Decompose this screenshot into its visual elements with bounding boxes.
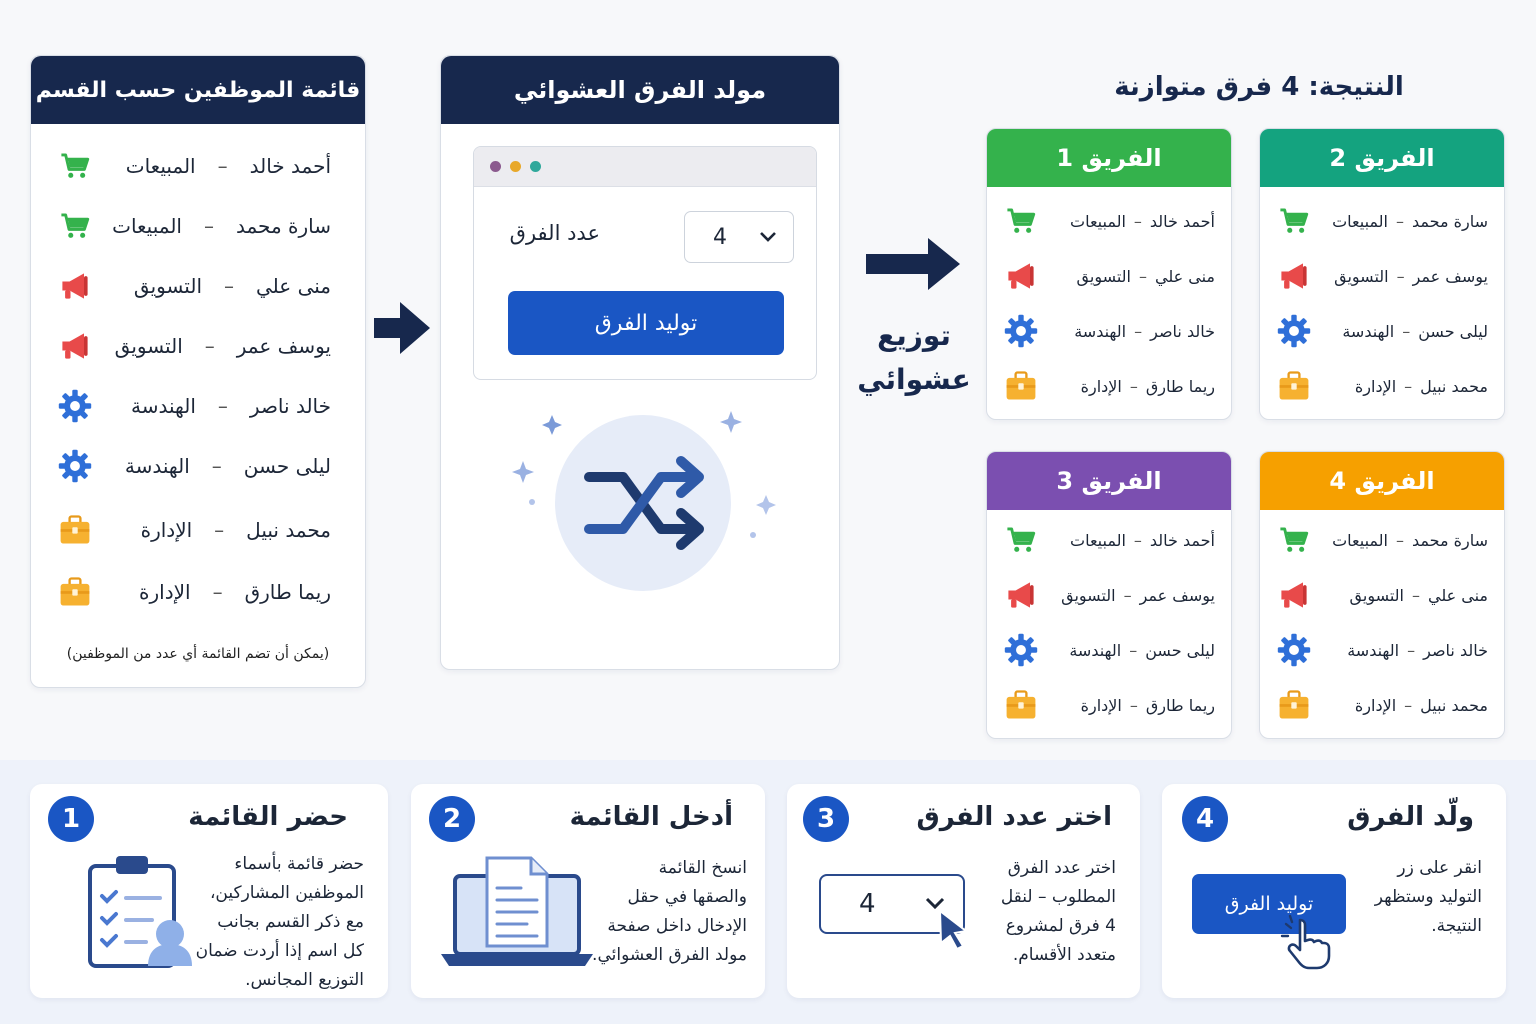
employee-row <box>55 146 331 186</box>
employee-name: منى علي <box>256 274 331 298</box>
step-2-line: الإدخال داخل صفحة <box>607 916 747 936</box>
separator-dash: – <box>217 394 228 418</box>
step-3-line: متعدد الأقسام. <box>1012 945 1116 965</box>
employee-row <box>55 446 331 486</box>
briefcase-icon <box>55 510 95 550</box>
generate-teams-button-label: توليد الفرق <box>594 310 698 336</box>
team-member-text <box>1069 641 1215 660</box>
browser-window <box>473 146 817 380</box>
gear-icon <box>55 446 95 486</box>
separator-dash: – <box>1129 376 1138 396</box>
employee-name: محمد نبيل <box>246 518 331 542</box>
step-3-badge: 3 <box>803 796 849 842</box>
member-name: ريما طارق <box>1145 376 1215 396</box>
team-member-row <box>1276 366 1488 406</box>
step-3-description <box>1001 854 1116 970</box>
step-1-line: الموظفين المشاركين، <box>209 883 364 903</box>
hand-pointer-icon <box>1280 914 1336 970</box>
step-2-card <box>411 784 765 998</box>
gear-icon <box>1276 632 1312 668</box>
employee-text <box>139 580 331 604</box>
team-member-text <box>1081 696 1215 715</box>
step-2-description <box>592 854 747 970</box>
briefcase-icon <box>1276 687 1312 723</box>
member-name: منى علي <box>1428 585 1488 605</box>
step-2-title: أدخل القائمة <box>569 802 733 832</box>
separator-dash: – <box>217 154 228 178</box>
window-dot-icon <box>530 161 541 172</box>
separator-dash: – <box>211 454 222 478</box>
step-3-line: المطلوب – لنقل <box>1000 887 1116 907</box>
step-1-badge: 1 <box>48 796 94 842</box>
megaphone-icon <box>1276 258 1312 294</box>
step-1-description <box>196 850 364 995</box>
gear-icon <box>1276 313 1312 349</box>
member-name: يوسف عمر <box>1412 266 1488 286</box>
step-4-line: النتيجة. <box>1431 916 1482 936</box>
employee-row <box>55 326 331 366</box>
separator-dash: – <box>1395 211 1404 231</box>
team-member-text <box>1342 322 1488 341</box>
gear-icon <box>1003 632 1039 668</box>
team-member-text <box>1334 267 1488 286</box>
gear-icon <box>1003 313 1039 349</box>
team-member-text <box>1332 531 1488 550</box>
step-2-line: مولد الفرق العشوائي. <box>592 945 747 965</box>
member-name: محمد نبيل <box>1420 695 1488 715</box>
briefcase-icon <box>1003 368 1039 404</box>
employee-row <box>55 206 331 246</box>
employee-name: ليلى حسن <box>243 454 331 478</box>
employee-list-title: قائمة الموظفين حسب القسم <box>31 56 365 124</box>
member-name: سارة محمد <box>1411 530 1488 550</box>
megaphone-icon <box>1003 577 1039 613</box>
team-member-text <box>1355 696 1488 715</box>
team-count-select[interactable] <box>684 211 794 263</box>
employee-row <box>55 572 331 612</box>
member-department: المبيعات <box>1070 211 1126 231</box>
team-title: الفريق 4 <box>1260 452 1504 510</box>
cart-icon <box>1003 522 1039 558</box>
separator-dash: – <box>214 518 225 542</box>
result-title: النتيجة: 4 فرق متوازنة <box>1114 72 1404 102</box>
employee-name: ريما طارق <box>244 580 331 604</box>
employee-department: الهندسة <box>124 454 190 478</box>
member-department: الهندسة <box>1347 640 1400 660</box>
team-member-row <box>1003 520 1215 560</box>
step-4-line: انقر على زر <box>1397 858 1482 878</box>
employee-text <box>125 454 331 478</box>
step-4-title: ولّد الفرق <box>1347 802 1474 832</box>
team-member-row <box>1003 685 1215 725</box>
member-name: خالد ناصر <box>1423 640 1488 660</box>
step-4-line: التوليد وستظهر <box>1374 887 1482 907</box>
team-member-text <box>1350 586 1488 605</box>
separator-dash: – <box>212 580 223 604</box>
team-title: الفريق 3 <box>987 452 1231 510</box>
browser-titlebar <box>474 147 816 187</box>
team-member-row <box>1276 630 1488 670</box>
employee-list-panel <box>30 55 366 688</box>
generate-teams-button[interactable] <box>508 291 784 355</box>
employee-name: خالد ناصر <box>249 394 331 418</box>
window-dot-icon <box>490 161 501 172</box>
separator-dash: – <box>1123 585 1132 605</box>
employee-name: أحمد خالد <box>249 154 331 178</box>
step-1-title: حضر القائمة <box>188 802 348 832</box>
step-2-line: انسخ القائمة <box>658 858 747 878</box>
separator-dash: – <box>224 274 234 298</box>
laptop-document-icon <box>439 854 595 970</box>
step-1-line: مع ذكر القسم بجانب <box>217 912 364 932</box>
separator-dash: – <box>1133 530 1142 550</box>
member-name: ريما طارق <box>1145 695 1215 715</box>
employee-text <box>134 274 331 298</box>
member-name: سارة محمد <box>1411 211 1488 231</box>
separator-dash: – <box>204 334 215 358</box>
member-name: يوسف عمر <box>1139 585 1215 605</box>
chevron-down-icon <box>759 231 777 243</box>
separator-dash: – <box>1404 695 1413 715</box>
team-card <box>1259 451 1505 739</box>
member-department: الهندسة <box>1069 640 1122 660</box>
team-member-row <box>1003 201 1215 241</box>
member-department: الإدارة <box>1080 695 1122 715</box>
employee-department: التسويق <box>114 334 183 358</box>
separator-dash: – <box>1396 266 1405 286</box>
member-name: أحمد خالد <box>1149 530 1215 550</box>
briefcase-icon <box>1003 687 1039 723</box>
step-4-button-label: توليد الفرق <box>1224 893 1314 915</box>
mouse-pointer-icon <box>937 908 971 950</box>
arrow-right-icon <box>866 238 960 290</box>
step-3-select-value: 4 <box>859 889 876 919</box>
team-title: الفريق 2 <box>1260 129 1504 187</box>
member-name: منى علي <box>1155 266 1215 286</box>
team-member-row <box>1003 630 1215 670</box>
employee-department: التسويق <box>133 274 202 298</box>
gear-icon <box>55 386 95 426</box>
employee-row <box>55 386 331 426</box>
employee-department: الهندسة <box>131 394 196 418</box>
step-3-title: اختر عدد الفرق <box>916 802 1112 832</box>
cart-icon <box>1276 522 1312 558</box>
member-department: المبيعات <box>1070 530 1126 550</box>
team-member-row <box>1276 311 1488 351</box>
briefcase-icon <box>1276 368 1312 404</box>
step-2-badge: 2 <box>429 796 475 842</box>
employee-text <box>112 214 331 238</box>
separator-dash: – <box>1407 640 1416 660</box>
employee-name: سارة محمد <box>235 214 331 238</box>
separator-dash: – <box>1139 266 1147 286</box>
employee-department: المبيعات <box>112 214 182 238</box>
step-1-line: حضر قائمة بأسماء <box>234 854 364 874</box>
megaphone-icon <box>55 266 95 306</box>
member-name: محمد نبيل <box>1420 376 1488 396</box>
employee-list-note: (يمكن أن تضم القائمة أي عدد من الموظفين) <box>66 646 330 662</box>
employee-department: الإدارة <box>139 580 191 604</box>
step-1-card <box>30 784 388 998</box>
shuffle-icon <box>501 401 791 611</box>
random-distribution-line2: عشوائي <box>857 363 971 396</box>
member-name: أحمد خالد <box>1149 211 1215 231</box>
team-member-text <box>1347 641 1488 660</box>
team-member-text <box>1355 377 1488 396</box>
member-department: المبيعات <box>1332 211 1388 231</box>
team-member-text <box>1081 377 1215 396</box>
cart-icon <box>1003 203 1039 239</box>
member-department: المبيعات <box>1332 530 1388 550</box>
window-dot-icon <box>510 161 521 172</box>
step-4-description <box>1375 854 1482 941</box>
team-member-row <box>1276 685 1488 725</box>
separator-dash: – <box>1402 321 1411 341</box>
step-1-line: كل اسم إذا أردت ضمان <box>195 941 364 961</box>
arrow-right-icon <box>374 302 430 354</box>
step-3-line: 4 فرق لمشروع <box>1005 916 1116 936</box>
team-member-text <box>1070 531 1215 550</box>
team-count-value: 4 <box>713 224 727 250</box>
step-4-card <box>1162 784 1506 998</box>
megaphone-icon <box>1003 258 1039 294</box>
employee-department: الإدارة <box>140 518 193 542</box>
member-department: الإدارة <box>1354 376 1397 396</box>
briefcase-icon <box>55 572 95 612</box>
member-department: الإدارة <box>1080 376 1122 396</box>
member-department: الهندسة <box>1342 321 1395 341</box>
random-distribution-line1: توزيع <box>877 319 951 352</box>
cart-icon <box>55 146 95 186</box>
team-member-text <box>1070 212 1215 231</box>
team-card <box>1259 128 1505 420</box>
separator-dash: – <box>1129 640 1138 660</box>
employee-department: المبيعات <box>125 154 196 178</box>
step-3-line: اختر عدد الفرق <box>1007 858 1116 878</box>
employee-text <box>141 518 331 542</box>
megaphone-icon <box>55 326 95 366</box>
step-2-line: والصقها في حقل <box>627 887 747 907</box>
employee-row <box>55 266 331 306</box>
step-1-line: التوزيع المجانس. <box>245 970 364 990</box>
team-member-row <box>1003 256 1215 296</box>
team-member-row <box>1276 256 1488 296</box>
team-member-row <box>1276 201 1488 241</box>
step-4-badge: 4 <box>1182 796 1228 842</box>
team-member-row <box>1003 575 1215 615</box>
separator-dash: – <box>203 214 214 238</box>
member-department: التسويق <box>1349 585 1404 605</box>
clipboard-checklist-icon <box>86 854 196 970</box>
member-department: التسويق <box>1061 585 1116 605</box>
team-card <box>986 128 1232 420</box>
random-distribution-label <box>852 314 976 402</box>
member-name: خالد ناصر <box>1150 321 1215 341</box>
employee-name: يوسف عمر <box>236 334 331 358</box>
team-member-row <box>1276 575 1488 615</box>
generator-title: مولد الفرق العشوائي <box>441 56 839 124</box>
cart-icon <box>55 206 95 246</box>
member-department: الهندسة <box>1074 321 1127 341</box>
generator-panel <box>440 55 840 670</box>
separator-dash: – <box>1412 585 1420 605</box>
member-department: التسويق <box>1076 266 1131 286</box>
team-card <box>986 451 1232 739</box>
megaphone-icon <box>1276 577 1312 613</box>
member-department: الإدارة <box>1354 695 1397 715</box>
separator-dash: – <box>1395 530 1404 550</box>
team-member-row <box>1003 366 1215 406</box>
team-member-text <box>1074 322 1215 341</box>
step-3-card <box>787 784 1140 998</box>
member-department: التسويق <box>1334 266 1389 286</box>
separator-dash: – <box>1404 376 1413 396</box>
separator-dash: – <box>1129 695 1138 715</box>
member-name: ليلى حسن <box>1145 640 1215 660</box>
member-name: ليلى حسن <box>1418 321 1488 341</box>
employee-text <box>131 394 331 418</box>
team-member-text <box>1332 212 1488 231</box>
employee-text <box>115 334 331 358</box>
team-member-text <box>1077 267 1215 286</box>
employee-text <box>126 154 331 178</box>
team-member-text <box>1061 586 1215 605</box>
separator-dash: – <box>1133 211 1142 231</box>
cart-icon <box>1276 203 1312 239</box>
team-title: الفريق 1 <box>987 129 1231 187</box>
separator-dash: – <box>1134 321 1143 341</box>
team-member-row <box>1003 311 1215 351</box>
team-member-row <box>1276 520 1488 560</box>
team-count-label: عدد الفرق <box>509 221 600 245</box>
employee-row <box>55 510 331 550</box>
